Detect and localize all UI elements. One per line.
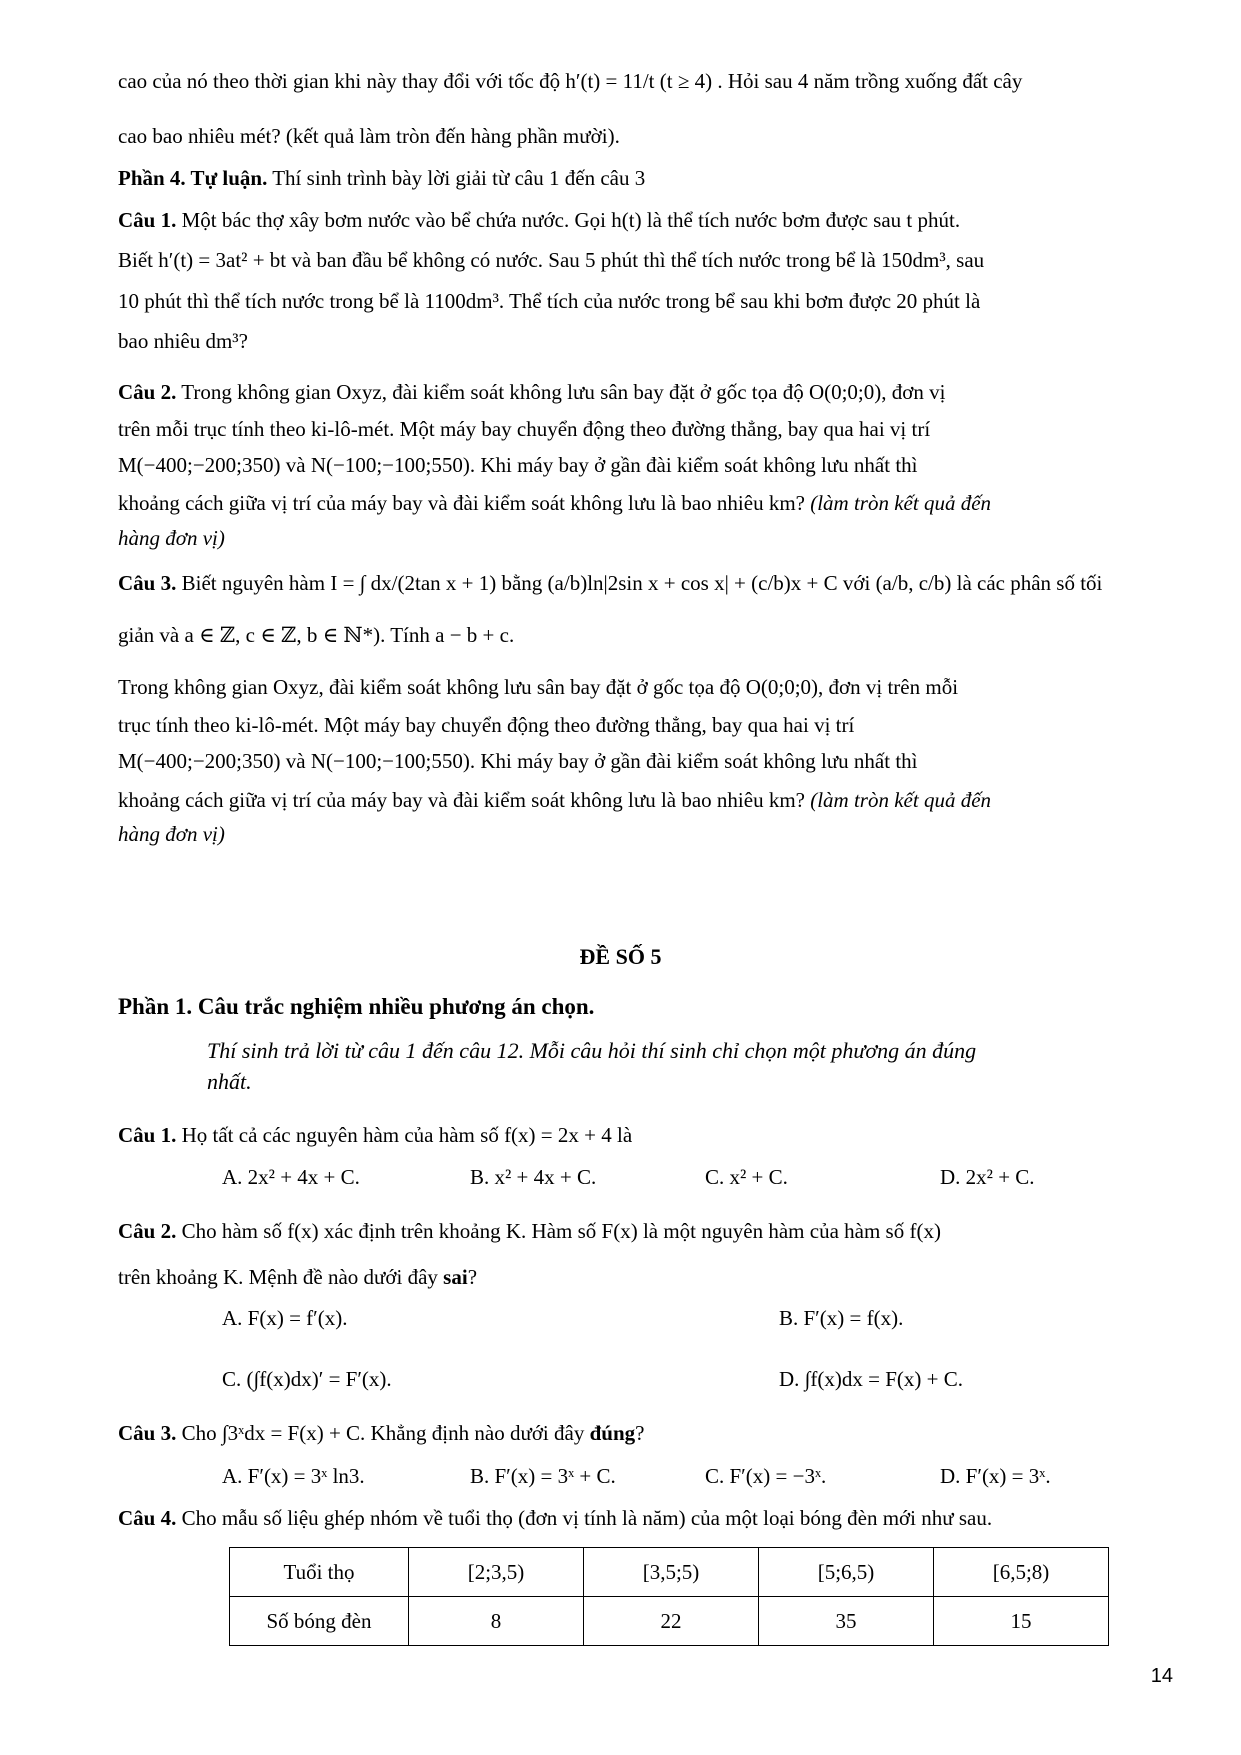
question-text: Cho ∫3ˣdx = F(x) + C. Khẳng định nào dưới đây [176,1421,590,1445]
text-line: giản và a ∈ ℤ, c ∈ ℤ, b ∈ ℕ*). Tính a − b + c. [118,623,515,647]
option-b: B. F′(x) = f(x). [779,1306,904,1330]
italic-note: hàng đơn vị) [118,526,225,550]
question-label: Câu 4. [118,1506,177,1530]
table-cell: Số bóng đèn [230,1597,409,1646]
part1-title [118,992,1170,1022]
exam5-question-2 [118,1216,1170,1246]
table-row [230,1548,1109,1597]
table-row [230,1597,1109,1646]
table-cell: 35 [759,1597,934,1646]
emphasis: đúng [589,1421,636,1445]
part4-header [118,163,1170,193]
question-2 [118,377,1170,407]
part4-title: Phần 4. Tự luận. [118,166,268,190]
table-cell: [6,5;8) [934,1548,1109,1597]
text-line: trên mỗi trục tính theo ki-lô-mét. Một máy bay chuyển động theo đường thẳng, bay qua hai vị trí [118,417,931,441]
text-line: cao bao nhiêu mét? (kết quả làm tròn đến hàng phần mười). [118,124,620,148]
text-line: M(−400;−200;350) và N(−100;−100;550). Khi máy bay ở gần đài kiểm soát không lưu nhất thì [118,749,918,773]
option-b: B. F′(x) = 3ˣ + C. [470,1464,616,1488]
text-line [118,785,1170,815]
text-line [118,488,1170,518]
question-text: Biết nguyên hàm I = ∫ dx/(2tan x + 1) bằng (a/b)ln|2sin x + cos x| + (c/b)x + C với (a/b, c/b) là các phân số tối [176,571,1103,595]
option-a: A. 2x² + 4x + C. [222,1165,360,1189]
text-line: Trong không gian Oxyz, đài kiểm soát không lưu sân bay đặt ở gốc tọa độ O(0;0;0), đơn vị trên mỗi [118,675,959,699]
table-cell: Tuổi thọ [230,1548,409,1597]
text-line [118,819,1170,849]
text-line: 10 phút thì thể tích nước trong bể là 1100dm³. Thể tích của nước trong bể sau khi bơm được 20 phút là [118,289,981,313]
text-line: trục tính theo ki-lô-mét. Một máy bay chuyển động theo đường thẳng, bay qua hai vị trí [118,713,855,737]
table-cell: 15 [934,1597,1109,1646]
text-span: khoảng cách giữa vị trí của máy bay và đài kiểm soát không lưu là bao nhiêu km? [118,788,805,812]
page-number: 14 [1150,1665,1173,1687]
text-line [118,523,1170,553]
question-text: Họ tất cả các nguyên hàm của hàm số f(x) = 2x + 4 là [176,1123,633,1147]
question-text: Cho mẫu số liệu ghép nhóm về tuổi thọ (đơn vị tính là năm) của một loại bóng đèn mới như sau. [176,1506,993,1530]
italic-note: hàng đơn vị) [118,822,225,846]
option-c: C. (∫f(x)dx)′ = F′(x). [222,1367,392,1391]
emphasis: sai [443,1265,468,1289]
option-c: C. x² + C. [705,1165,788,1189]
question-label: Câu 1. [118,1123,177,1147]
table-cell: [5;6,5) [759,1548,934,1597]
question-label: Câu 3. [118,1421,177,1445]
option-a: A. F(x) = f′(x). [222,1306,348,1330]
table-cell: 22 [584,1597,759,1646]
question-3 [118,568,1170,598]
exam5-question-1 [118,1120,1170,1150]
exam-title: ĐỀ SỐ 5 [579,944,662,969]
text-span: ? [467,1265,478,1289]
question-text: Cho hàm số f(x) xác định trên khoảng K. Hàm số F(x) là một nguyên hàm của hàm số f(x) [176,1219,941,1243]
part1-intro-line1: Thí sinh trả lời từ câu 1 đến câu 12. Mỗi câu hỏi thí sinh chỉ chọn một phương án đúng [207,1038,977,1063]
option-b: B. x² + 4x + C. [470,1165,597,1189]
option-d: D. ∫f(x)dx = F(x) + C. [779,1367,964,1391]
text-line: cao của nó theo thời gian khi này thay đổi với tốc độ h′(t) = 11/t (t ≥ 4) . Hỏi sau 4 năm trồng xuống đất cây [118,69,1023,93]
table-cell: 8 [409,1597,584,1646]
question-text: Một bác thợ xây bơm nước vào bể chứa nước. Gọi h(t) là thể tích nước bơm được sau t phút. [176,208,961,232]
option-d: D. 2x² + C. [940,1165,1035,1189]
table-cell: [2;3,5) [409,1548,584,1597]
question-label: Câu 3. [118,571,177,595]
table-cell: [3,5;5) [584,1548,759,1597]
text-line: bao nhiêu dm³? [118,329,248,353]
lifetime-table [229,1547,1109,1646]
option-a: A. F′(x) = 3ˣ ln3. [222,1464,365,1488]
text-span: ? [635,1421,645,1445]
italic-note: (làm tròn kết quả đến [804,788,992,812]
option-d: D. F′(x) = 3ˣ. [940,1464,1051,1488]
option-c: C. F′(x) = −3ˣ. [705,1464,827,1488]
question-label: Câu 2. [118,1219,177,1243]
part1-intro-line2: nhất. [207,1069,252,1094]
text-line [118,1262,1170,1292]
question-text: Trong không gian Oxyz, đài kiểm soát không lưu sân bay đặt ở gốc tọa độ O(0;0;0), đơn vị [176,380,946,404]
question-label: Câu 1. [118,208,177,232]
text-span: khoảng cách giữa vị trí của máy bay và đài kiểm soát không lưu là bao nhiêu km? [118,491,805,515]
question-1 [118,205,1170,235]
text-line: Biết h′(t) = 3at² + bt và ban đầu bể không có nước. Sau 5 phút thì thể tích nước trong bể là 150dm³, sau [118,248,985,272]
question-label: Câu 2. [118,380,177,404]
exam5-question-3 [118,1418,1170,1448]
text-line: M(−400;−200;350) và N(−100;−100;550). Khi máy bay ở gần đài kiểm soát không lưu nhất thì [118,453,918,477]
italic-note: (làm tròn kết quả đến [804,491,992,515]
exam5-question-4 [118,1503,1170,1533]
text-span: trên khoảng K. Mệnh đề nào dưới đây [118,1265,444,1289]
part1-title-text: Phần 1. Câu trắc nghiệm nhiều phương án chọn. [118,994,595,1019]
part4-intro: Thí sinh trình bày lời giải từ câu 1 đến câu 3 [267,166,646,190]
